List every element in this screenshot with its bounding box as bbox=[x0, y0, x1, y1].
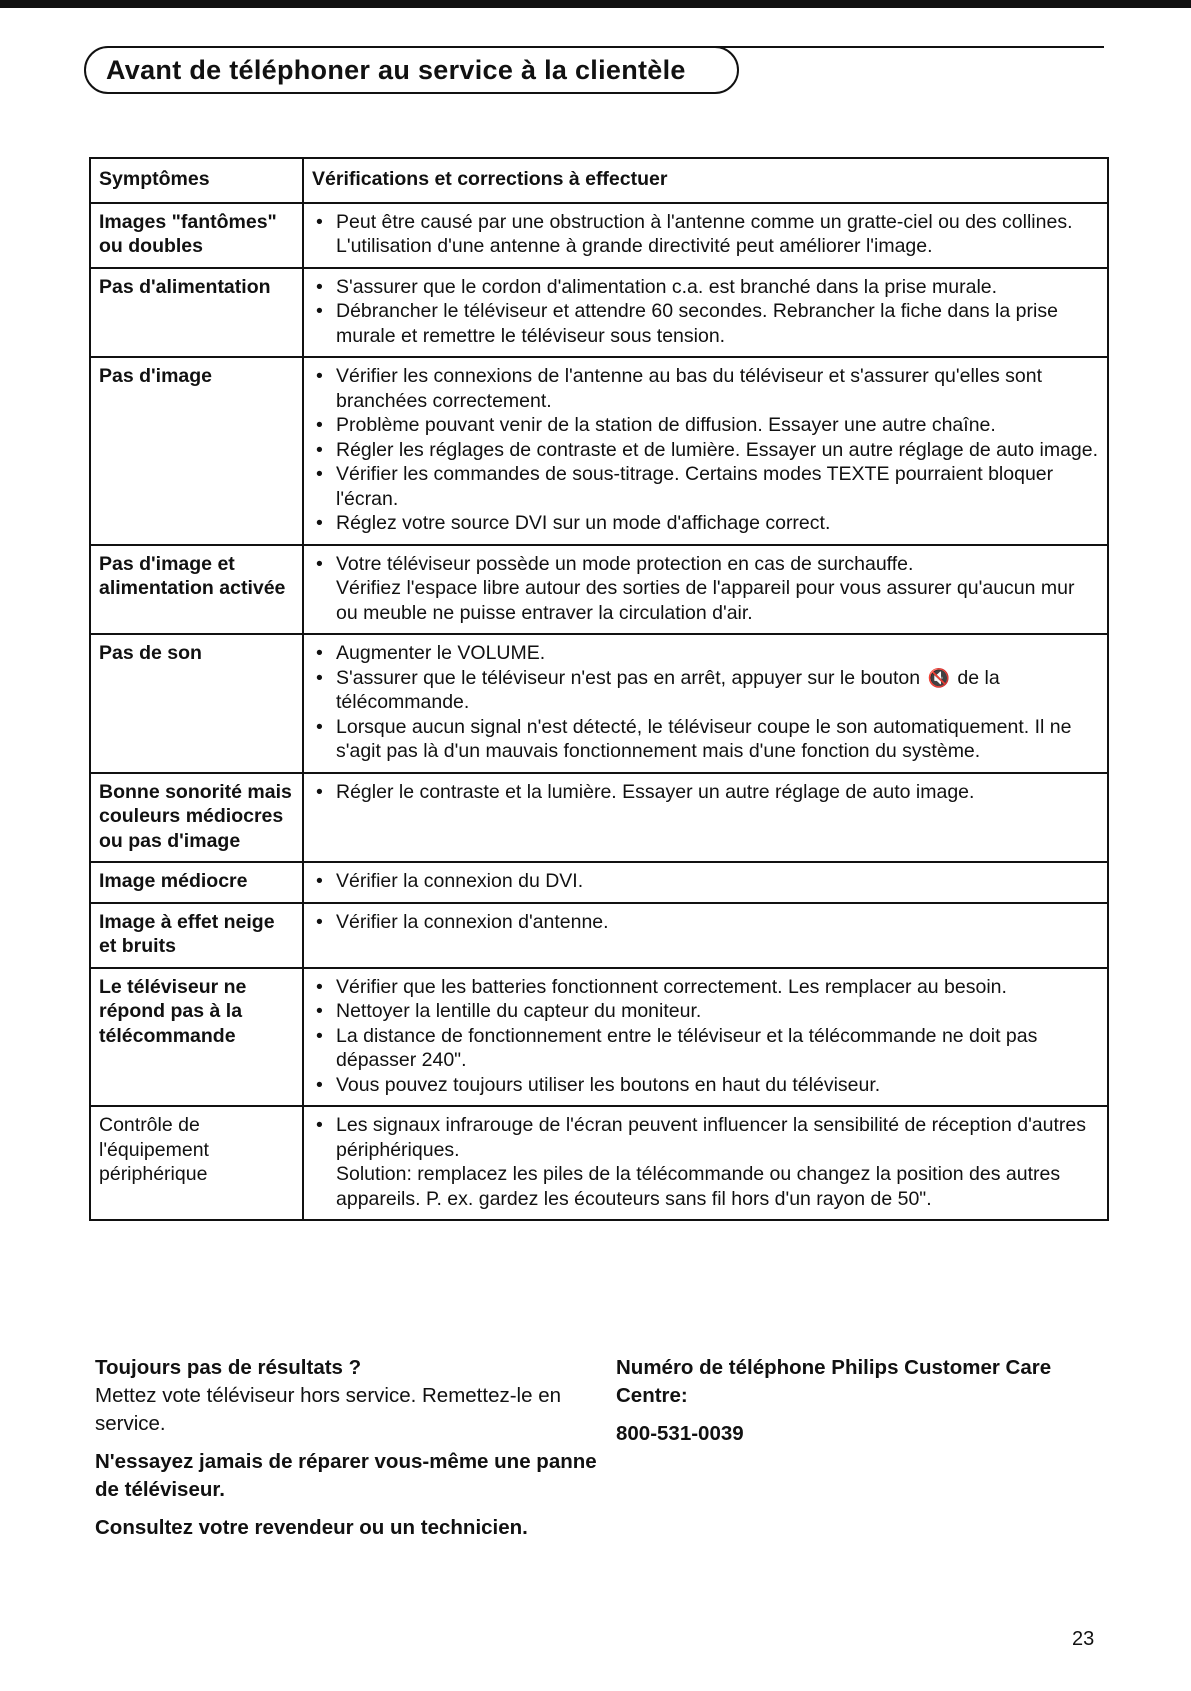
table-row bbox=[90, 357, 1108, 545]
check-list bbox=[312, 975, 1099, 1098]
checks-cell bbox=[303, 1106, 1108, 1220]
table-row bbox=[90, 634, 1108, 773]
mute-icon: 🔇 bbox=[927, 667, 950, 688]
check-list bbox=[312, 641, 1099, 764]
consult-dealer-text: Consultez votre revendeur ou un technicien. bbox=[95, 1516, 528, 1539]
check-item: • Peut être causé par une obstruction à l'antenne comme un gratte-ciel ou des collines. L'utilisation d'une antenne à grande directivité peut améliorer l'image. bbox=[312, 210, 1099, 259]
checks-cell bbox=[303, 968, 1108, 1107]
check-item: • Lorsque aucun signal n'est détecté, le téléviseur coupe le son automatiquement. Il ne s'agit pas là d'un mauvais fonctionnement mais d'une fonction du système. bbox=[312, 715, 1099, 764]
phone-heading: Numéro de téléphone Philips Customer Care Centre: bbox=[616, 1356, 1052, 1407]
symptom-cell: Contrôle de l'équipement périphérique bbox=[90, 1106, 303, 1220]
check-extra-text: Solution: remplacez les piles de la télécommande ou changez la position des autres appareils. P. ex. gardez les écouteurs sans fil hors d'un rayon de 50". bbox=[336, 1163, 1061, 1210]
check-list bbox=[312, 364, 1099, 536]
check-item: • S'assurer que le cordon d'alimentation c.a. est branché dans la prise murale. bbox=[312, 275, 1099, 300]
check-list bbox=[312, 869, 1099, 894]
check-item: • Nettoyer la lentille du capteur du moniteur. bbox=[312, 999, 1099, 1024]
check-list bbox=[312, 210, 1099, 259]
check-list bbox=[312, 910, 1099, 935]
check-item: • Votre téléviseur possède un mode protection en cas de surchauffe. bbox=[312, 552, 1099, 577]
checks-cell bbox=[303, 357, 1108, 545]
check-item: • Débrancher le téléviseur et attendre 60 secondes. Rebrancher la fiche dans la prise murale et remettre le téléviseur sous tension. bbox=[312, 299, 1099, 348]
never-repair-warning: N'essayez jamais de réparer vous-même une panne de téléviseur. bbox=[95, 1450, 597, 1501]
check-item: • Vérifier la connexion du DVI. bbox=[312, 869, 1099, 894]
check-item: • Vérifier que les batteries fonctionnent correctement. Les remplacer au besoin. bbox=[312, 975, 1099, 1000]
table-row bbox=[90, 968, 1108, 1107]
table-row bbox=[90, 903, 1108, 968]
symptom-cell: Pas d'alimentation bbox=[90, 268, 303, 358]
check-item: • Vous pouvez toujours utiliser les boutons en haut du téléviseur. bbox=[312, 1073, 1099, 1098]
symptom-cell: Bonne sonorité mais couleurs médiocres ou pas d'image bbox=[90, 773, 303, 863]
table-header-row bbox=[90, 158, 1108, 203]
symptom-cell: Images "fantômes" ou doubles bbox=[90, 203, 303, 268]
checks-cell bbox=[303, 268, 1108, 358]
phone-number: 800-531-0039 bbox=[616, 1422, 744, 1445]
check-list bbox=[312, 780, 1099, 805]
page-number: 23 bbox=[1072, 1628, 1095, 1650]
check-item: • Réglez votre source DVI sur un mode d'affichage correct. bbox=[312, 511, 1099, 536]
symptom-cell: Pas de son bbox=[90, 634, 303, 773]
table-row bbox=[90, 1106, 1108, 1220]
mute-text-after: de la télécommande. bbox=[336, 666, 1000, 713]
symptom-cell: Image médiocre bbox=[90, 862, 303, 903]
symptom-cell: Image à effet neige et bruits bbox=[90, 903, 303, 968]
page-title: Avant de téléphoner au service à la clientèle bbox=[84, 46, 739, 94]
checks-cell bbox=[303, 203, 1108, 268]
check-item: • La distance de fonctionnement entre le téléviseur et la télécommande ne doit pas dépasser 240". bbox=[312, 1024, 1099, 1073]
check-extra-text: Vérifiez l'espace libre autour des sorties de l'appareil pour vous assurer qu'aucun mur ou meuble ne puisse entraver la circulation d'air. bbox=[336, 577, 1075, 624]
still-no-results-text: Mettez vote téléviseur hors service. Remettez-le en service. bbox=[95, 1384, 561, 1435]
header-checks: Vérifications et corrections à effectuer bbox=[303, 158, 1108, 203]
check-item: • Vérifier les commandes de sous-titrage. Certains modes TEXTE pourraient bloquer l'écran. bbox=[312, 462, 1099, 511]
check-item: • Vérifier les connexions de l'antenne au bas du téléviseur et s'assurer qu'elles sont branchées correctement. bbox=[312, 364, 1099, 413]
check-item: • Régler les réglages de contraste et de lumière. Essayer un autre réglage de auto image. bbox=[312, 438, 1099, 463]
checks-cell bbox=[303, 545, 1108, 635]
footer-right bbox=[616, 1354, 1096, 1448]
check-item: • Vérifier la connexion d'antenne. bbox=[312, 910, 1099, 935]
table-row bbox=[90, 773, 1108, 863]
check-list bbox=[312, 1113, 1099, 1162]
troubleshooting-table bbox=[89, 157, 1109, 1221]
table-row bbox=[90, 545, 1108, 635]
check-list bbox=[312, 552, 1099, 577]
check-item-mute bbox=[312, 666, 1099, 715]
checks-cell bbox=[303, 862, 1108, 903]
symptom-cell: Le téléviseur ne répond pas à la télécommande bbox=[90, 968, 303, 1107]
table-row bbox=[90, 268, 1108, 358]
table-row bbox=[90, 203, 1108, 268]
still-no-results-heading: Toujours pas de résultats ? bbox=[95, 1356, 362, 1379]
check-item: • Augmenter le VOLUME. bbox=[312, 641, 1099, 666]
check-item: • Les signaux infrarouge de l'écran peuvent influencer la sensibilité de réception d'autres périphériques. bbox=[312, 1113, 1099, 1162]
checks-cell bbox=[303, 903, 1108, 968]
checks-cell bbox=[303, 634, 1108, 773]
mute-text-before: S'assurer que le téléviseur n'est pas en arrêt, appuyer sur le bouton bbox=[336, 666, 921, 689]
symptom-cell: Pas d'image et alimentation activée bbox=[90, 545, 303, 635]
symptom-cell: Pas d'image bbox=[90, 357, 303, 545]
title-rule bbox=[700, 46, 1104, 48]
check-item: • Régler le contraste et la lumière. Essayer un autre réglage de auto image. bbox=[312, 780, 1099, 805]
check-list bbox=[312, 275, 1099, 349]
header-symptoms: Symptômes bbox=[90, 158, 303, 203]
checks-cell bbox=[303, 773, 1108, 863]
top-rule bbox=[0, 0, 1191, 8]
table-row bbox=[90, 862, 1108, 903]
footer-left bbox=[95, 1354, 615, 1542]
check-item: • Problème pouvant venir de la station de diffusion. Essayer une autre chaîne. bbox=[312, 413, 1099, 438]
